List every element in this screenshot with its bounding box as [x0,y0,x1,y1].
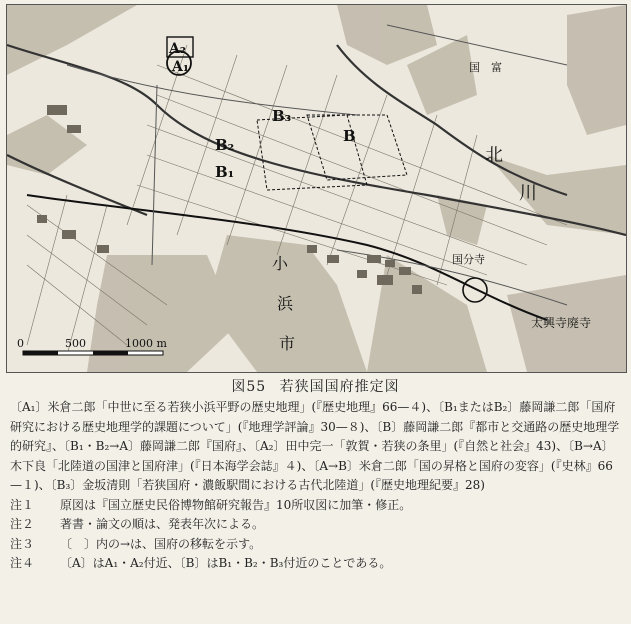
note-4 [10,554,624,574]
label-a1: A₁ [172,59,189,75]
figure-caption [0,376,631,396]
note-4-text: 〔A〕はA₁・A₂付近、〔B〕はB₁・B₂・B₃付近のことである。 [60,556,392,570]
note-3 [10,535,624,555]
note-1-label: 注１ [10,497,35,512]
label-obama-3: 市 [279,334,296,353]
label-gawa: 川 [519,183,537,204]
figure-title: 若狭国国府推定図 [279,379,400,395]
label-a2: A₂ [169,41,186,57]
kokubunji-circle [463,278,487,302]
label-obama-2: 浜 [277,294,294,313]
note-2 [10,515,624,535]
scale-mid: 500 [65,337,86,350]
note-3-label: 注３ [10,536,35,551]
label-kita: 北 [485,145,503,166]
label-kokubunji: 国分寺 [452,253,485,266]
label-b1: B₁ [215,163,235,181]
scale-end: 1000 m [125,337,167,350]
label-b: B [343,127,356,145]
label-b3: B₃ [272,107,292,125]
label-b2: B₂ [215,136,235,154]
label-kokufu: 国 富 [469,61,502,74]
scale-zero: 0 [17,337,24,350]
references-text: 〔A₁〕米倉二郎「中世に至る若狭小浜平野の歴史地理」(『歴史地理』66—４)、〔B₁またはB₂〕藤岡謙二郎「国府研究における歴史地理学的課題について」(『地理学評論』30—８)、〔B〕藤岡謙二郎『都市と交通路の歴史地理学的研究』、〔B₁・B₂→A〕藤岡謙二郎『国府』、〔A₂〕田中完一「敦賀・若狭の条里」(『自然と社会』43)、〔B→A〕木下良「北陸道の国津と国府津」(『日本海学会誌』４)、〔A→B〕米倉二郎「国の昇格と国府の変容」(『史林』66—１)、〔B₃〕金坂清則「若狭国府・濃飯駅間における古代北陸道」(『歴史地理紀要』28) [10,400,620,492]
map-canvas [7,5,626,372]
note-2-text: 著書・論文の順は、発表年次による。 [60,517,265,531]
note-1 [10,496,624,516]
historical-map [6,4,627,373]
note-3-text: 〔 〕内の→は、国府の移転を示す。 [60,536,262,551]
note-1-text: 原図は『国立歴史民俗博物館研究報告』10所収図に加筆・修正。 [60,497,412,512]
figure-number: 図55 [231,379,267,395]
label-taiheiji: 太興寺廃寺 [531,316,592,330]
note-2-label: 注２ [10,517,35,531]
label-obama-1: 小 [272,254,289,273]
note-4-label: 注４ [10,556,35,570]
notes-block [10,398,624,574]
site-outline-b2 [307,115,407,180]
